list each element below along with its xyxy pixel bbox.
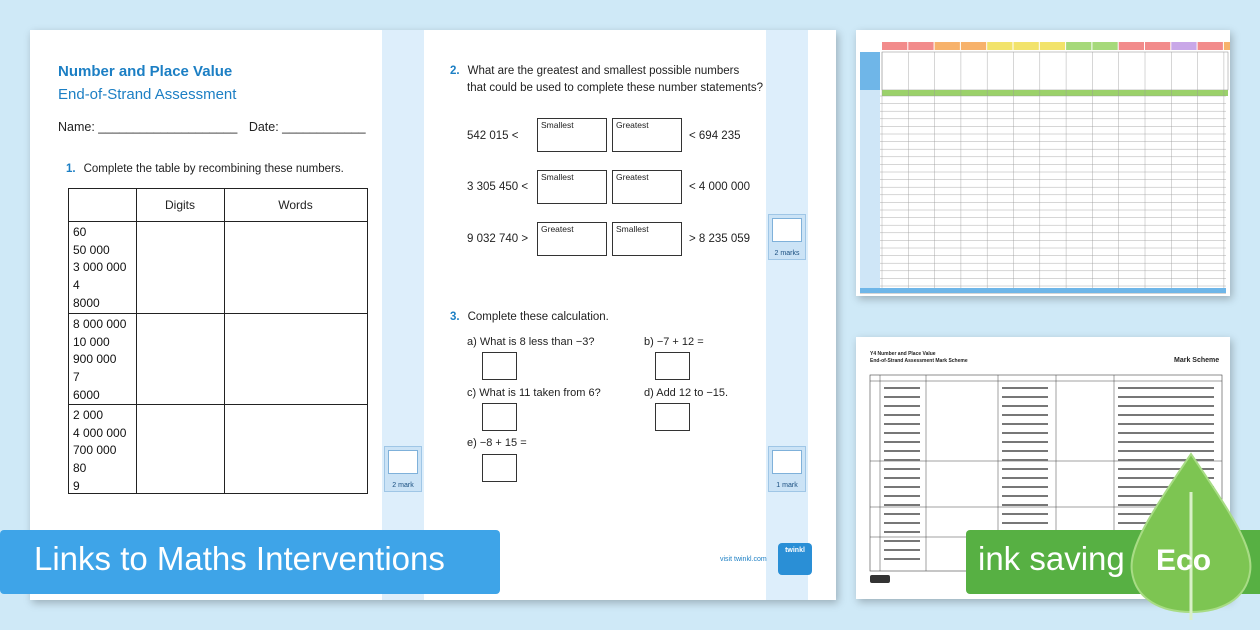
table-row: 2 000 4 000 000 700 000 80 9	[73, 408, 127, 493]
answer-box[interactable]: Smallest	[537, 118, 607, 152]
calc-e: e) −8 + 15 =	[467, 437, 527, 449]
calc-d-answer[interactable]	[655, 403, 690, 431]
ineq-left-1: 542 015 <	[467, 130, 519, 142]
question-3-number: 3.	[450, 311, 460, 323]
eco-text: Eco	[1156, 544, 1212, 577]
eco-leaf-icon	[1122, 452, 1260, 627]
ineq-left-3: 9 032 740 >	[467, 233, 529, 245]
spreadsheet-preview	[856, 30, 1230, 296]
question-3-text: Complete these calculation.	[467, 311, 609, 323]
answer-box[interactable]: Smallest	[612, 222, 682, 256]
answer-box[interactable]: Greatest	[612, 118, 682, 152]
calc-b-answer[interactable]	[655, 352, 690, 380]
calc-b: b) −7 + 12 =	[644, 336, 704, 348]
question-2-line1: What are the greatest and smallest possible numbers	[467, 65, 740, 77]
name-date-line	[58, 120, 366, 134]
ineq-right-2: < 4 000 000	[689, 181, 751, 193]
links-banner-text: Links to Maths Interventions	[34, 540, 445, 577]
mark-label-q1: 2 mark	[392, 482, 414, 489]
question-3	[450, 311, 609, 323]
links-banner[interactable]	[0, 530, 500, 594]
calc-c-answer[interactable]	[482, 403, 517, 431]
left-mark-strip	[382, 30, 424, 600]
ineq-left-2: 3 305 450 <	[467, 181, 529, 193]
table-header-words: Words	[278, 198, 313, 212]
twinkl-logo: twinkl	[778, 543, 812, 575]
question-1-number: 1.	[66, 163, 76, 175]
mark-box-q2	[768, 214, 806, 260]
worksheet-title: Number and Place Value	[58, 63, 233, 80]
calc-c: c) What is 11 taken from 6?	[467, 387, 601, 399]
calc-a: a) What is 8 less than −3?	[467, 336, 595, 348]
answer-box[interactable]: Smallest	[537, 170, 607, 204]
ink-saving-text: ink saving	[978, 540, 1125, 577]
footer-url[interactable]: visit twinkl.com	[720, 556, 767, 563]
question-2	[450, 63, 763, 97]
mark-scheme-title: Y4 Number and Place Value End-of-Strand Assessment Mark Scheme	[870, 351, 968, 364]
calc-a-answer[interactable]	[482, 352, 517, 380]
answer-box[interactable]: Greatest	[537, 222, 607, 256]
question-2-number: 2.	[450, 65, 460, 77]
question-2-line2: that could be used to complete these number statements?	[467, 82, 763, 94]
table-row: 60 50 000 3 000 000 4 8000	[73, 225, 127, 310]
date-label: Date: ____________	[248, 120, 366, 134]
calc-d: d) Add 12 to −15.	[644, 387, 729, 399]
question-1-text: Complete the table by recombining these numbers.	[83, 163, 344, 175]
name-label: Name: ____________________	[58, 120, 238, 134]
table-header-digits: Digits	[164, 198, 195, 212]
mark-box-q1	[384, 446, 422, 492]
recombine-table	[68, 188, 368, 494]
question-1	[66, 163, 344, 175]
ineq-right-1: < 694 235	[689, 130, 741, 142]
table-row: 8 000 000 10 000 900 000 7 6000	[73, 317, 127, 402]
spreadsheet-grid	[856, 30, 1230, 296]
calc-e-answer[interactable]	[482, 454, 517, 482]
right-mark-strip	[766, 30, 808, 600]
answer-box[interactable]: Greatest	[612, 170, 682, 204]
worksheet-subtitle: End-of-Strand Assessment	[58, 86, 237, 103]
worksheet-page	[30, 30, 836, 600]
mark-box-q3	[768, 446, 806, 492]
ineq-right-3: > 8 235 059	[689, 233, 751, 245]
mark-label-q2: 2 marks	[774, 250, 800, 257]
mark-scheme-heading: Mark Scheme	[1174, 357, 1220, 364]
mark-label-q3: 1 mark	[776, 482, 798, 489]
